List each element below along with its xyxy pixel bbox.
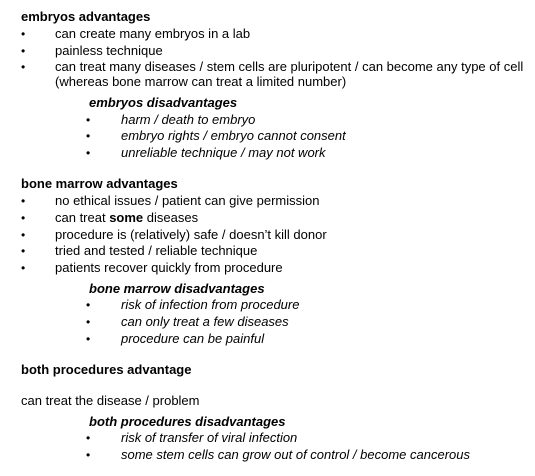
embryos-advantages-heading: embryos advantages <box>21 9 151 24</box>
embryos-disadv-item-2: embryo rights / embryo cannot consent <box>121 128 346 143</box>
marrow-some-pre: can treat <box>55 210 110 225</box>
both-disadv-item-1: risk of transfer of viral infection <box>121 430 298 445</box>
both-disadv-item-2: some stem cells can grow out of control / become cancerous <box>121 447 470 462</box>
bullet-icon: • <box>86 129 91 143</box>
bullet-icon: • <box>86 448 91 462</box>
embryos-adv-item-3-continuation: (whereas bone marrow can treat a limited number) <box>55 74 347 89</box>
bullet-icon: • <box>86 315 91 329</box>
embryos-adv-item-2: painless technique <box>55 43 163 58</box>
bullet-icon: • <box>21 244 26 258</box>
bullet-icon: • <box>21 261 26 275</box>
marrow-disadv-item-3: procedure can be painful <box>121 331 265 346</box>
bullet-icon: • <box>21 60 26 74</box>
marrow-disadv-item-2: can only treat a few diseases <box>121 314 289 329</box>
marrow-some-bold: some <box>109 210 144 225</box>
bullet-icon: • <box>21 211 26 225</box>
bullet-icon: • <box>86 431 91 445</box>
marrow-adv-item-3: patients recover quickly from procedure <box>55 260 283 275</box>
both-procedures-advantage-heading: both procedures advantage <box>21 362 192 377</box>
both-procedures-advantage-text: can treat the disease / problem <box>21 393 200 408</box>
marrow-adv-item-2: tried and tested / reliable technique <box>55 243 258 258</box>
embryos-disadv-item-1: harm / death to embryo <box>121 112 256 127</box>
bullet-icon: • <box>86 298 91 312</box>
bullet-icon: • <box>86 332 91 346</box>
embryos-disadv-item-3: unreliable technique / may not work <box>121 145 326 160</box>
embryos-adv-item-3: can treat many diseases / stem cells are pluripotent / can become any type of cell <box>55 59 524 74</box>
embryos-adv-item-1: can create many embryos in a lab <box>55 26 251 41</box>
bullet-icon: • <box>86 146 91 160</box>
bullet-icon: • <box>86 113 91 127</box>
bullet-icon: • <box>21 228 26 242</box>
bullet-icon: • <box>21 27 26 41</box>
marrow-adv-item-1: no ethical issues / patient can give permission <box>55 193 320 208</box>
bone-marrow-disadvantages-heading: bone marrow disadvantages <box>89 281 265 296</box>
marrow-some-post: diseases <box>143 210 199 225</box>
both-procedures-disadvantages-heading: both procedures disadvantages <box>89 414 286 429</box>
embryos-disadvantages-heading: embryos disadvantages <box>89 95 238 110</box>
marrow-disadv-item-1: risk of infection from procedure <box>121 297 300 312</box>
bullet-icon: • <box>21 194 26 208</box>
marrow-adv-item-safe: procedure is (relatively) safe / doesn’t kill donor <box>55 227 327 242</box>
marrow-adv-item-some-diseases <box>55 210 198 226</box>
bullet-icon: • <box>21 44 26 58</box>
bone-marrow-advantages-heading: bone marrow advantages <box>21 176 178 191</box>
